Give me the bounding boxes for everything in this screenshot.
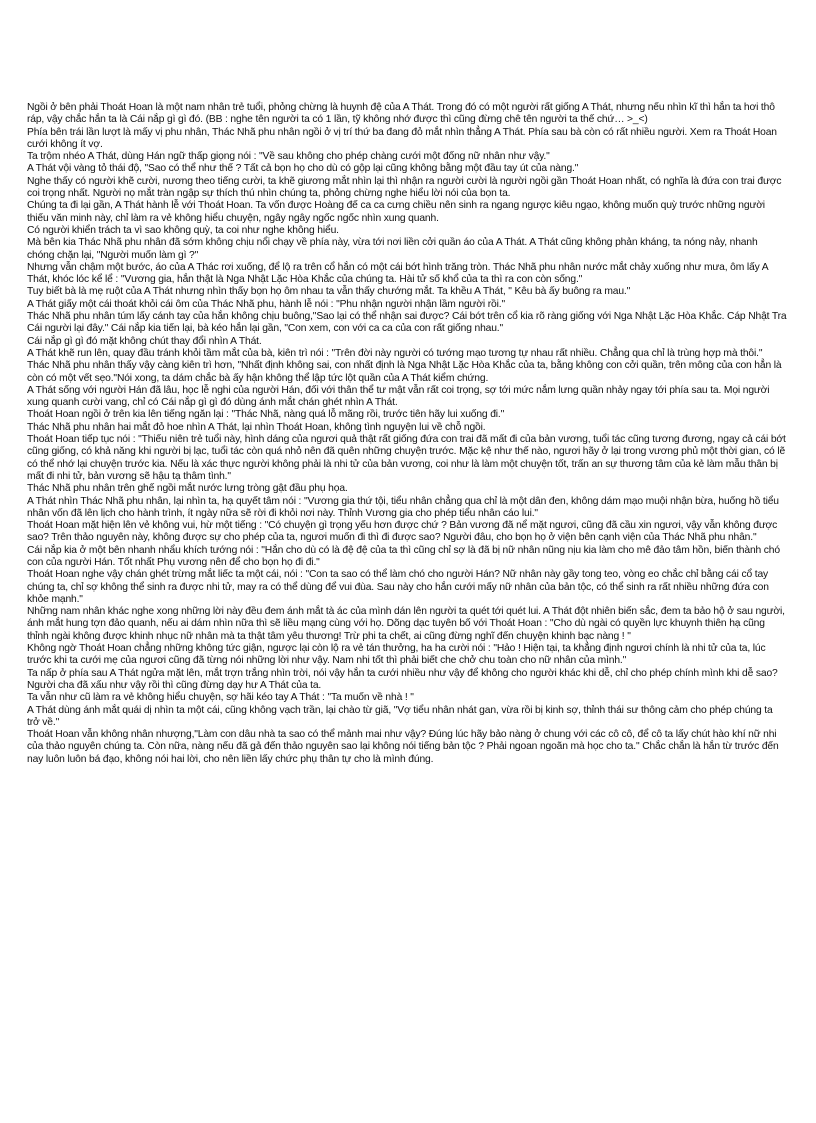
paragraph: A Thát khẽ run lên, quay đầu tránh khỏi tầm mắt của bà, kiên trì nói : "Trên đời này người có tướng mạo tương tự nhau rất nhiều. Chẳng qua chỉ là trùng hợp mà thôi." bbox=[27, 347, 763, 359]
paragraph: Thoát Hoan ngồi ở trên kia lên tiếng ngăn lại : "Thác Nhã, nàng quá lỗ mãng rồi, trước tiên hãy lui xuống đi." bbox=[27, 409, 505, 421]
paragraph: A Thát nhìn Thác Nhã phu nhân, lại nhìn ta, hạ quyết tâm nói : "Vương gia thứ tội, tiểu nhân chẳng qua chỉ là một dân đen, không dám mạo muội nhận bừa, huống hồ tiểu nhân vốn đã lên lịch cho hành trình, ít ngày nữa sẽ rời đi khỏi nơi này. Thỉnh Vương gia cho phép tiểu nhân cáo lui." bbox=[27, 495, 779, 519]
paragraph: A Thát sống với người Hán đã lâu, học lễ nghi của người Hán, đối với thân thể tư mật vẫn rất coi trọng, sợ tới mức nắm lưng quần nhảy ngay tới phía sau ta. Mọi người xung quanh cười vang, chỉ có Cái nắp gì gì đó dùng ánh mắt chán ghét nhìn A Thát. bbox=[27, 384, 770, 409]
paragraph: A Thát vội vàng tỏ thái độ, "Sao có thể như thế ? Tất cả bọn họ cho dù có gộp lại cũng không bằng một đầu tay út của nàng." bbox=[27, 163, 579, 175]
paragraph: Thác Nhã phu nhân thấy vậy càng kiên trì hơn, "Nhất định không sai, con nhất định là Nga Nhật Lặc Hòa Khắc của ta, bằng không con cởi quần, trên mông của con hẳn là còn có một vết sẹo."Nói xong, ta dám chắc bà ấy hận không thể lập tức lột quần của A Thát kiểm chứng. bbox=[27, 360, 782, 384]
paragraph: Thác Nhã phu nhân túm lấy cánh tay của hắn không chịu buông,"Sao lại có thể nhận sai được? Cái bớt trên cổ kia rõ ràng giống với Nga Nhật Lặc Hòa Khắc. Cáp Nhật Tra Cái người lại đây." Cái nắp kia tiến lại, bà kéo hắn lại gần, "Con xem, con với ca ca của con rất giống nhau." bbox=[27, 311, 787, 335]
paragraph: A Thát giấy một cái thoát khỏi cái ôm của Thác Nhã phu, hành lễ nói : "Phu nhận người nhận lầm người rồi." bbox=[27, 298, 505, 310]
paragraph: Thoát Hoan nghe vậy chán ghét trừng mắt liếc ta một cái, nói : "Con ta sao có thể làm chó cho người Hán? Nữ nhân này gầy tong teo, vòng eo chắc chỉ bằng cái cổ tay chúng ta, chỉ sợ không thể sinh ra được nhi tử, may ra có thể dùng để vui đùa. Sau này cho hắn cưới mấy nữ nhân của bản tộc, có thể sinh ra rất nhiều những đứa con khỏe mạnh." bbox=[27, 569, 769, 605]
paragraph: Chúng ta đi lại gần, A Thát hành lễ với Thoát Hoan. Ta vốn được Hoàng đế ca ca cưng chiều nên sinh ra ngang ngược kiêu ngạo, không muốn quỳ trước những người thiếu văn minh này, chỉ làm ra vẻ không hiểu chuyện, ngây ngây ngốc ngốc nhìn xung quanh. bbox=[27, 200, 765, 224]
paragraph: Thoát Hoan mặt hiện lên vẻ không vui, hừ một tiếng : "Có chuyện gì trọng yếu hơn được chứ ? Bản vương đã nể mặt ngươi, cũng đã cầu xin ngươi, vậy vẫn không được sao? Trên thảo nguyên này, không được sự cho phép của ta, ngươi muốn đi thì đi được sao? Người đâu, cho bọn họ ở viện bên cạnh viện của Thác Nhã phu nhân." bbox=[27, 520, 778, 544]
paragraph: Không ngờ Thoát Hoan chẳng những không tức giận, ngược lại còn lộ ra vẻ tán thưởng, ha ha cười nói : "Hảo ! Hiện tại, ta khẳng định ngươi chính là nhi tử của ta, lúc trước khi ta cưới mẹ của ngươi cũng đã từng nói những lời như vậy. Nam nhi tốt thì phải biết che chở chu toàn cho nữ nhân của mình." bbox=[27, 643, 766, 667]
paragraph: Cái nắp gì gì đó mặt không chút thay đổi nhìn A Thát. bbox=[27, 335, 262, 347]
paragraph: Nghe thấy có người khẽ cười, nương theo tiếng cười, ta khẽ giương mắt nhìn lại thì nhận ra người cười là người ngồi gần Thoát Hoan nhất, có nghĩa là đứa con trai được coi trọng nhất. Người nọ mắt tràn ngập sự thích thú nhìn chúng ta, phỏng chừng nghe hiểu lời nói của bọn ta. bbox=[27, 175, 782, 200]
paragraph: Nhưng vẫn chậm một bước, áo của A Thác rơi xuống, để lộ ra trên cổ hắn có một cái bớt hình trăng tròn. Thác Nhã phu nhân nước mắt chảy xuống như mưa, ôm lấy A Thát, khóc lóc kể lể : "Vương gia, hắn thật là Nga Nhật Lặc Hòa Khắc của chúng ta. Hài tử số khổ của ta thì ra con còn sống." bbox=[27, 261, 768, 286]
document-body bbox=[27, 102, 787, 766]
paragraph: Cái nắp kia ở một bên nhanh nhẩu khích tướng nói : "Hắn cho dù có là đệ đệ của ta thì cũng chỉ sợ là đã bị nữ nhân nũng nịu kia làm cho mê đảo tâm hồn, biến thành chó con của người Hán. Tốt nhất Phụ vương nên để cho bọn họ đi đi." bbox=[27, 544, 780, 568]
paragraph: Tuy biết bà là mẹ ruột của A Thát nhưng nhìn thấy bọn họ ôm nhau ta vẫn thấy chướng mắt. Ta khều A Thát, " Kêu bà ấy buông ra mau." bbox=[27, 286, 631, 298]
paragraph: Có người khiển trách ta vì sao không quỳ, ta coi như nghe không hiểu. bbox=[27, 224, 339, 236]
paragraph: Thác Nhã phu nhân trên ghế ngồi mắt nước lưng tròng gật đầu phụ họa. bbox=[27, 483, 348, 495]
paragraph: Ngồi ở bên phải Thoát Hoan là một nam nhân trẻ tuổi, phỏng chừng là huynh đệ của A Thát. Trong đó có một người rất giống A Thát, nhưng nếu nhìn kĩ thì hắn ta hơi thô ráp, vậy chắc hắn ta là Cái nắp gì gì đó. (BB : nghe tên người ta có 1 lần, tỹ không nhớ được thì cũng đừng chê tên người ta thế chứ… >_<) bbox=[27, 102, 775, 126]
paragraph: A Thát dùng ánh mắt quái dị nhìn ta một cái, cũng không vạch trần, lại chào từ giã, "Vợ tiểu nhân nhát gan, vừa rồi bị kinh sợ, thỉnh thái sư thông cảm cho phép chúng ta trở về." bbox=[27, 704, 773, 728]
paragraph: Thoát Hoan tiếp tục nói : "Thiếu niên trẻ tuổi này, hình dáng của ngươi quả thật rất giống đứa con trai đã mất đi của bản vương, tuổi tác cũng tương đương, ngay cả cái bớt cũng giống, có khả năng khi người bị lạc, tuổi tác còn quá nhỏ nên đã quên những chuyện trước. Mặc kệ như thế nào, ngươi hãy ở lại trong vương phủ một thời gian, có lẽ có thể nhớ lại chuyện trước kia. Nếu là xác thực người không phải là nhi tử của bản vương, coi như là làm một chuyện tốt, trấn an sự thương tâm của kẻ làm mẫu thân bị mất đi nhi tử, bản vương sẽ hậu tạ thâm tình." bbox=[27, 434, 786, 482]
paragraph: Phía bên trái lần lượt là mấy vị phu nhân, Thác Nhã phu nhân ngồi ở vị trí thứ ba đang đỏ mắt nhìn thẳng A Thát. Phía sau bà còn có rất nhiều người. Xem ra Thoát Hoan cưới không ít vợ. bbox=[27, 126, 777, 150]
paragraph: Thoát Hoan vẫn không nhân nhượng,"Làm con dâu nhà ta sao có thể mảnh mai như vậy? Đúng lúc hãy bảo nàng ở chung với các cô cô, để cô ta lấy chút hào khí nữ nhi của thảo nguyên chúng ta. Còn nữa, nàng nếu đã gả đến thảo nguyên sao lại không nói tiếng bản tộc ? Phải ngoan ngoãn mà học cho ta." Chắc chắn là hắn từ trước đến nay luôn luôn bá đạo, không nói hai lời, cho nên liền lấy chức phụ thân tự cho là mình đúng. bbox=[27, 729, 779, 765]
paragraph: Ta nấp ở phía sau A Thát ngửa mặt lên, mắt trợn trắng nhìn trời, nói vậy hắn ta cưới nhiều như vậy để không cho người khác khi dễ, chỉ cho phép chính mình khi dễ sao? Người cha đã xấu như vậy rồi thì cũng đừng dạy hư A Thát của ta. bbox=[27, 667, 778, 691]
paragraph: Mà bên kia Thác Nhã phu nhân đã sớm không chịu nổi chạy về phía này, vừa tới nơi liền cởi quần áo của A Thát. A Thát cũng không phản kháng, ta nóng nảy, nhanh chóng chặn lại, "Người muốn làm gì ?" bbox=[27, 237, 758, 261]
paragraph: Thác Nhã phu nhân hai mắt đỏ hoe nhìn A Thát, lại nhìn Thoát Hoan, không tình nguyện lui về chỗ ngồi. bbox=[27, 421, 486, 433]
paragraph: Những nam nhân khác nghe xong những lời này đều đem ánh mắt tà ác của mình dán lên người ta quét tới quét lui. A Thát đột nhiên biến sắc, đem ta bảo hộ ở sau người, ánh mắt hung tợn đảo quanh, nếu ai dám nhìn nữa thì sẽ liều mạng cùng với họ. Dõng dạc tuyên bố với Thoát Hoan : "Cho dù ngài có quyền lực khuynh thiên hạ cũng thỉnh ngài không được khinh nhục nữ nhân mà ta thật tâm yêu thương! Trừ phi ta chết, ai cũng đừng nghĩ đến chuyện khinh bạc nàng ! " bbox=[27, 606, 785, 642]
paragraph: Ta vẫn như cũ làm ra vẻ không hiểu chuyện, sợ hãi kéo tay A Thát : "Ta muốn về nhà ! " bbox=[27, 692, 414, 704]
paragraph: Ta trộm nhéo A Thát, dùng Hán ngữ thấp giọng nói : "Về sau không cho phép chàng cưới một đống nữ nhân như vậy." bbox=[27, 151, 550, 163]
